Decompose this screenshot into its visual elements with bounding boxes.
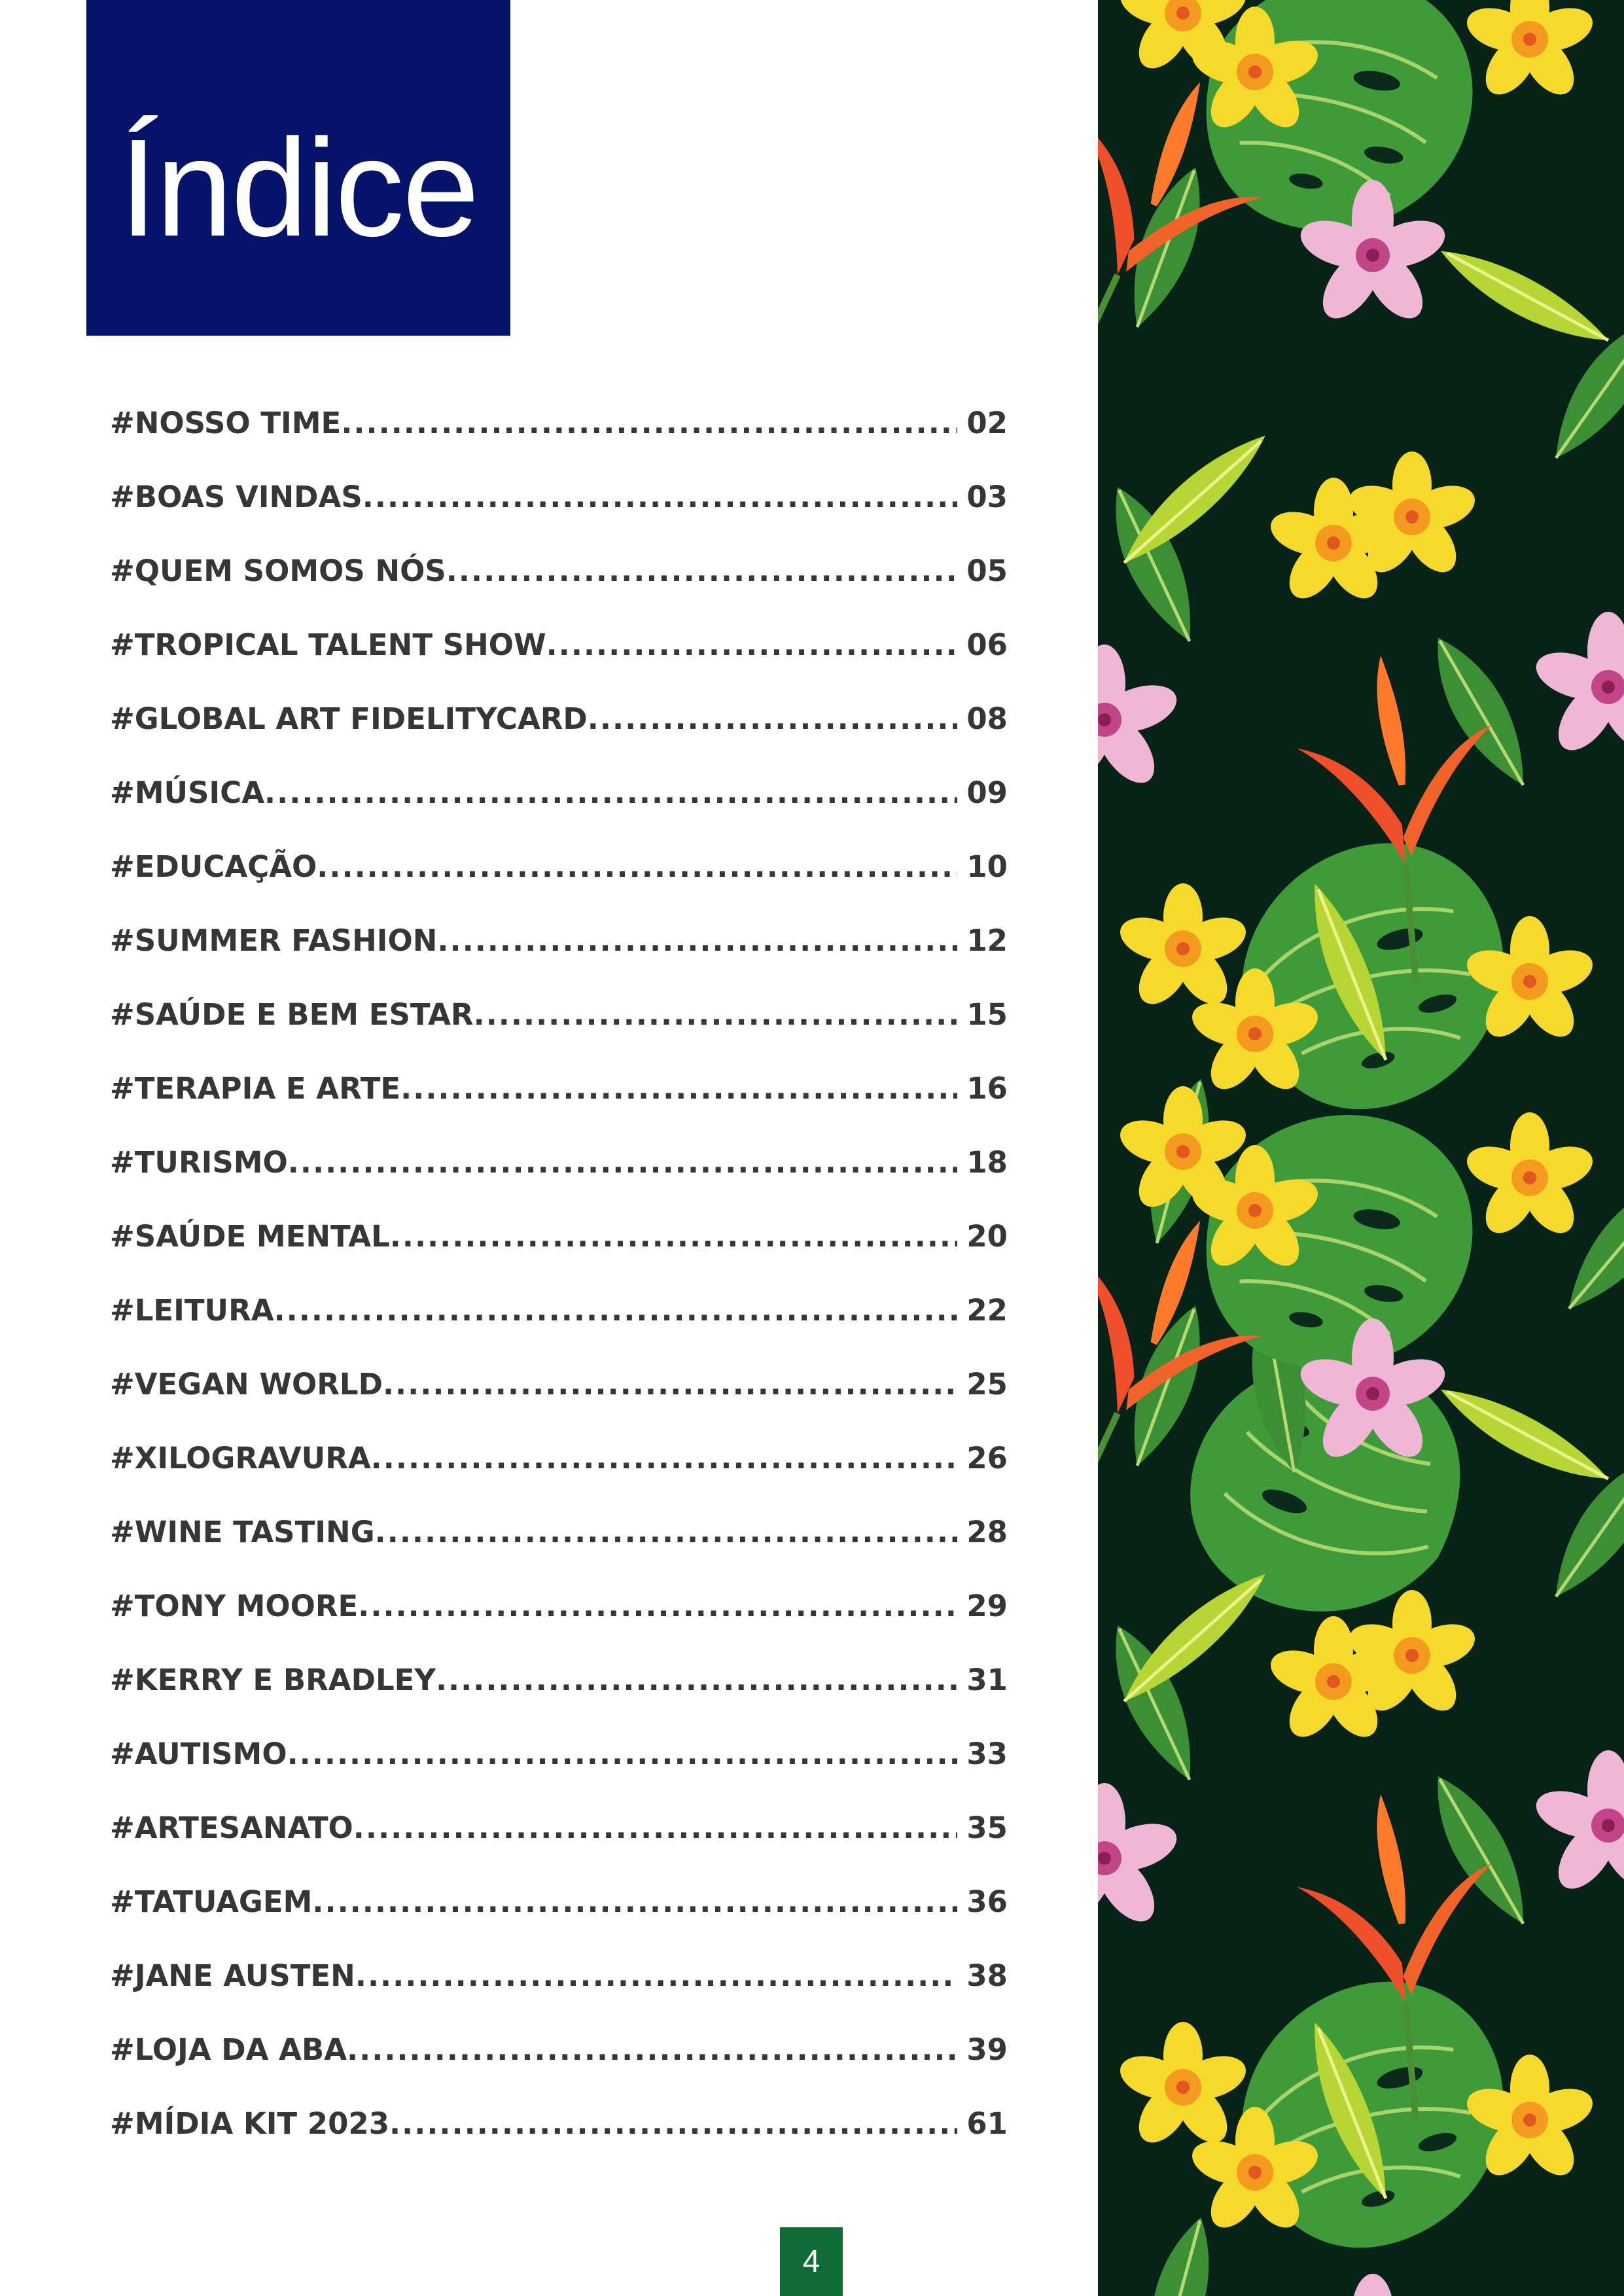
toc-entry-page: 10 (966, 849, 1008, 884)
toc-entry[interactable] (110, 923, 1008, 997)
toc-leader-dots (317, 849, 957, 884)
toc-entry-label: #TROPICAL TALENT SHOW (110, 627, 546, 662)
toc-leader-dots (446, 554, 958, 588)
toc-entry-label: #TONY MOORE (110, 1589, 359, 1623)
toc-entry-label: #EDUCAÇÃO (110, 849, 317, 884)
toc-leader-dots (288, 1145, 958, 1180)
page-title: Índice (119, 109, 478, 265)
toc-entry-label: #TURISMO (110, 1145, 288, 1180)
page-number: 4 (802, 2244, 821, 2279)
toc-entry-page: 08 (966, 701, 1008, 736)
toc-entry[interactable] (110, 1367, 1008, 1441)
toc-leader-dots (436, 1663, 957, 1697)
toc-entry-page: 35 (966, 1810, 1008, 1845)
toc-leader-dots (362, 480, 958, 514)
toc-leader-dots (400, 1071, 957, 1106)
toc-entry-page: 06 (966, 627, 1008, 662)
toc-leader-dots (546, 627, 958, 662)
toc-entry-label: #LEITURA (110, 1293, 274, 1328)
table-of-contents (110, 406, 1008, 2180)
title-banner (86, 0, 510, 336)
toc-entry-page: 02 (966, 406, 1008, 440)
toc-entry-page: 36 (966, 1884, 1008, 1919)
toc-entry-label: #QUEM SOMOS NÓS (110, 554, 446, 588)
toc-entry-label: #TERAPIA E ARTE (110, 1071, 401, 1106)
toc-entry-page: 26 (966, 1441, 1008, 1475)
toc-entry[interactable] (110, 480, 1008, 554)
toc-leader-dots (371, 1441, 958, 1475)
toc-entry-label: #MÍDIA KIT 2023 (110, 2106, 390, 2141)
toc-entry-label: #VEGAN WORLD (110, 1367, 383, 1402)
toc-leader-dots (437, 923, 957, 958)
floral-border-image (1098, 0, 1624, 2296)
toc-entry[interactable] (110, 2106, 1008, 2180)
toc-leader-dots (375, 1515, 958, 1549)
toc-entry[interactable] (110, 554, 1008, 627)
toc-entry-label: #NOSSO TIME (110, 406, 342, 440)
toc-entry-label: #BOAS VINDAS (110, 480, 362, 514)
toc-entry-label: #XILOGRAVURA (110, 1441, 371, 1475)
toc-entry-page: 18 (966, 1145, 1008, 1180)
toc-entry[interactable] (110, 701, 1008, 775)
toc-entry-label: #WINE TASTING (110, 1515, 375, 1549)
toc-leader-dots (312, 1884, 957, 1919)
toc-entry-label: #KERRY E BRADLEY (110, 1663, 436, 1697)
toc-leader-dots (341, 406, 957, 440)
toc-entry[interactable] (110, 1145, 1008, 1219)
toc-entry-label: #JANE AUSTEN (110, 1958, 355, 1993)
toc-entry-page: 12 (966, 923, 1008, 958)
toc-entry[interactable] (110, 1441, 1008, 1515)
toc-leader-dots (287, 1737, 958, 1771)
toc-entry[interactable] (110, 1663, 1008, 1737)
toc-entry[interactable] (110, 2032, 1008, 2106)
toc-entry-label: #SUMMER FASHION (110, 923, 438, 958)
toc-entry[interactable] (110, 775, 1008, 849)
toc-leader-dots (274, 1293, 958, 1328)
toc-entry-label: #GLOBAL ART FIDELITYCARD (110, 701, 588, 736)
toc-entry[interactable] (110, 849, 1008, 923)
toc-entry[interactable] (110, 1219, 1008, 1293)
toc-entry[interactable] (110, 627, 1008, 701)
toc-entry[interactable] (110, 997, 1008, 1071)
toc-entry[interactable] (110, 1293, 1008, 1367)
toc-entry-label: #AUTISMO (110, 1737, 287, 1771)
toc-entry-page: 16 (966, 1071, 1008, 1106)
toc-entry-page: 28 (966, 1515, 1008, 1549)
toc-entry-page: 03 (966, 480, 1008, 514)
toc-entry[interactable] (110, 406, 1008, 480)
toc-entry-page: 33 (966, 1737, 1008, 1771)
toc-entry-page: 25 (966, 1367, 1008, 1402)
toc-entry-page: 31 (966, 1663, 1008, 1697)
toc-entry-page: 15 (966, 997, 1008, 1032)
toc-leader-dots (264, 775, 957, 810)
toc-entry[interactable] (110, 1515, 1008, 1589)
toc-entry-page: 29 (966, 1589, 1008, 1623)
toc-entry-label: #TATUAGEM (110, 1884, 313, 1919)
toc-entry[interactable] (110, 1737, 1008, 1810)
toc-leader-dots (474, 997, 958, 1032)
toc-entry-label: #SAÚDE MENTAL (110, 1219, 390, 1254)
toc-entry-page: 20 (966, 1219, 1008, 1254)
toc-entry[interactable] (110, 1884, 1008, 1958)
toc-entry-label: #LOJA DA ABA (110, 2032, 347, 2067)
toc-leader-dots (358, 1589, 957, 1623)
toc-entry[interactable] (110, 1958, 1008, 2032)
toc-leader-dots (383, 1367, 957, 1402)
toc-entry[interactable] (110, 1071, 1008, 1145)
toc-entry[interactable] (110, 1589, 1008, 1663)
toc-leader-dots (355, 1958, 958, 1993)
toc-entry-page: 05 (966, 554, 1008, 588)
toc-entry-label: #MÚSICA (110, 775, 265, 810)
toc-leader-dots (347, 2032, 957, 2067)
toc-entry[interactable] (110, 1810, 1008, 1884)
toc-entry-page: 09 (966, 775, 1008, 810)
toc-entry-page: 39 (966, 2032, 1008, 2067)
toc-entry-label: #SAÚDE E BEM ESTAR (110, 997, 474, 1032)
tropical-floral-illustration (1098, 0, 1624, 2296)
toc-entry-label: #ARTESANATO (110, 1810, 353, 1845)
toc-entry-page: 38 (966, 1958, 1008, 1993)
toc-leader-dots (588, 701, 958, 736)
toc-entry-page: 22 (966, 1293, 1008, 1328)
toc-leader-dots (353, 1810, 958, 1845)
toc-leader-dots (390, 1219, 958, 1254)
toc-leader-dots (389, 2106, 957, 2141)
toc-entry-page: 61 (966, 2106, 1008, 2141)
page-number-badge (780, 2227, 843, 2296)
